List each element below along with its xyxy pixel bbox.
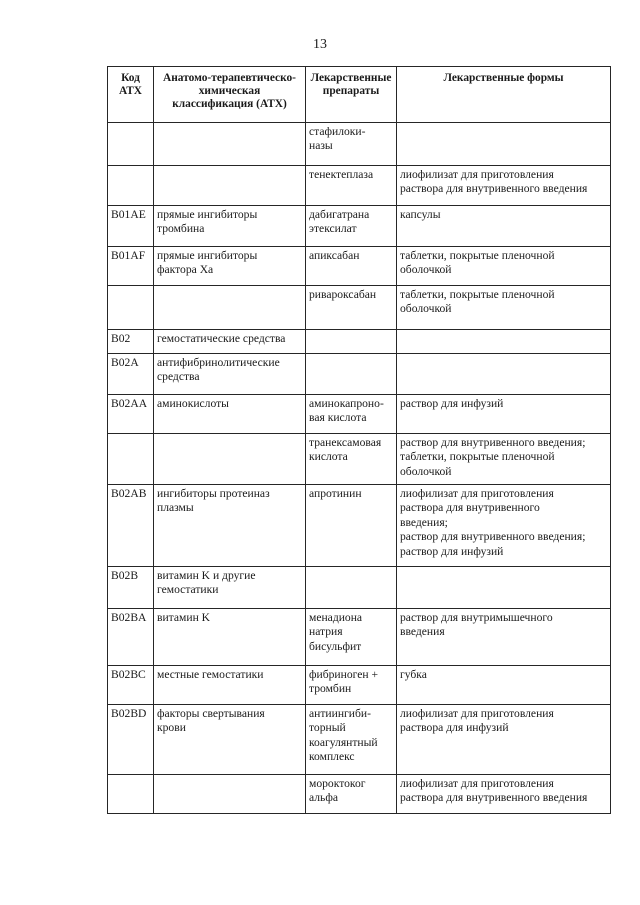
table-row: [108, 705, 611, 775]
cell-drug: дабигатрана этексилат: [306, 206, 397, 247]
table-row: [108, 354, 611, 395]
table-header-row: [108, 67, 611, 123]
table-row: [108, 567, 611, 609]
cell-drug: ривароксабан: [306, 286, 397, 330]
cell-form: раствор для внутривенного введения; таблетки, покрытые пленочной оболочкой: [397, 434, 611, 485]
cell-code: [108, 775, 154, 814]
header-code: Код АТХ: [108, 67, 154, 123]
table-row: [108, 330, 611, 354]
cell-code: B02AA: [108, 395, 154, 434]
cell-drug: транексамовая кислота: [306, 434, 397, 485]
table-row: [108, 666, 611, 705]
cell-code: B01AF: [108, 247, 154, 286]
cell-classification: факторы свертывания крови: [154, 705, 306, 775]
cell-drug: [306, 354, 397, 395]
cell-classification: гемостатические средства: [154, 330, 306, 354]
cell-drug: менадиона натрия бисульфит: [306, 609, 397, 666]
cell-form: [397, 354, 611, 395]
cell-drug: [306, 567, 397, 609]
cell-code: B01AE: [108, 206, 154, 247]
cell-classification: [154, 434, 306, 485]
header-drugs: Лекарственные препараты: [306, 67, 397, 123]
cell-code: [108, 434, 154, 485]
cell-code: B02: [108, 330, 154, 354]
cell-drug: мороктоког альфа: [306, 775, 397, 814]
cell-form: раствор для инфузий: [397, 395, 611, 434]
header-classification: Анатомо-терапевтическо-химическая классификация (АТХ): [154, 67, 306, 123]
cell-classification: [154, 123, 306, 166]
cell-drug: аминокапроно- вая кислота: [306, 395, 397, 434]
cell-drug: [306, 330, 397, 354]
cell-form: лиофилизат для приготовления раствора для внутривенного введения: [397, 775, 611, 814]
cell-code: [108, 166, 154, 206]
cell-code: [108, 123, 154, 166]
cell-classification: [154, 775, 306, 814]
cell-code: B02A: [108, 354, 154, 395]
cell-form: лиофилизат для приготовления раствора для внутривенного введения: [397, 166, 611, 206]
header-forms: Лекарственные формы: [397, 67, 611, 123]
cell-code: B02BD: [108, 705, 154, 775]
cell-form: раствор для внутримышечного введения: [397, 609, 611, 666]
cell-classification: местные гемостатики: [154, 666, 306, 705]
table-row: [108, 485, 611, 567]
table-row: [108, 166, 611, 206]
cell-drug: апиксабан: [306, 247, 397, 286]
cell-drug: антиингиби- торный коагулянтный комплекс: [306, 705, 397, 775]
cell-form: лиофилизат для приготовления раствора для внутривенного введения; раствор для внутривенного введения; раствор для инфузий: [397, 485, 611, 567]
cell-form: губка: [397, 666, 611, 705]
page-number: 13: [313, 37, 327, 52]
cell-code: B02BC: [108, 666, 154, 705]
cell-form: [397, 567, 611, 609]
cell-form: таблетки, покрытые пленочной оболочкой: [397, 247, 611, 286]
cell-code: B02AB: [108, 485, 154, 567]
cell-drug: апротинин: [306, 485, 397, 567]
cell-classification: прямые ингибиторы тромбина: [154, 206, 306, 247]
cell-code: [108, 286, 154, 330]
cell-drug: фибриноген + тромбин: [306, 666, 397, 705]
cell-form: лиофилизат для приготовления раствора для инфузий: [397, 705, 611, 775]
table-row: [108, 395, 611, 434]
table-row: [108, 286, 611, 330]
atx-table: [107, 66, 611, 814]
table-row: [108, 609, 611, 666]
table-row: [108, 123, 611, 166]
table-row: [108, 206, 611, 247]
cell-classification: антифибринолитические средства: [154, 354, 306, 395]
cell-code: B02BA: [108, 609, 154, 666]
table-row: [108, 775, 611, 814]
table-row: [108, 434, 611, 485]
cell-classification: витамин K и другие гемостатики: [154, 567, 306, 609]
cell-form: капсулы: [397, 206, 611, 247]
cell-classification: [154, 286, 306, 330]
cell-drug: стафилоки- назы: [306, 123, 397, 166]
cell-classification: ингибиторы протеиназ плазмы: [154, 485, 306, 567]
cell-classification: аминокислоты: [154, 395, 306, 434]
cell-drug: тенектеплаза: [306, 166, 397, 206]
cell-form: [397, 123, 611, 166]
cell-form: таблетки, покрытые пленочной оболочкой: [397, 286, 611, 330]
table-row: [108, 247, 611, 286]
cell-form: [397, 330, 611, 354]
cell-classification: прямые ингибиторы фактора Xa: [154, 247, 306, 286]
cell-code: B02B: [108, 567, 154, 609]
cell-classification: витамин K: [154, 609, 306, 666]
cell-classification: [154, 166, 306, 206]
